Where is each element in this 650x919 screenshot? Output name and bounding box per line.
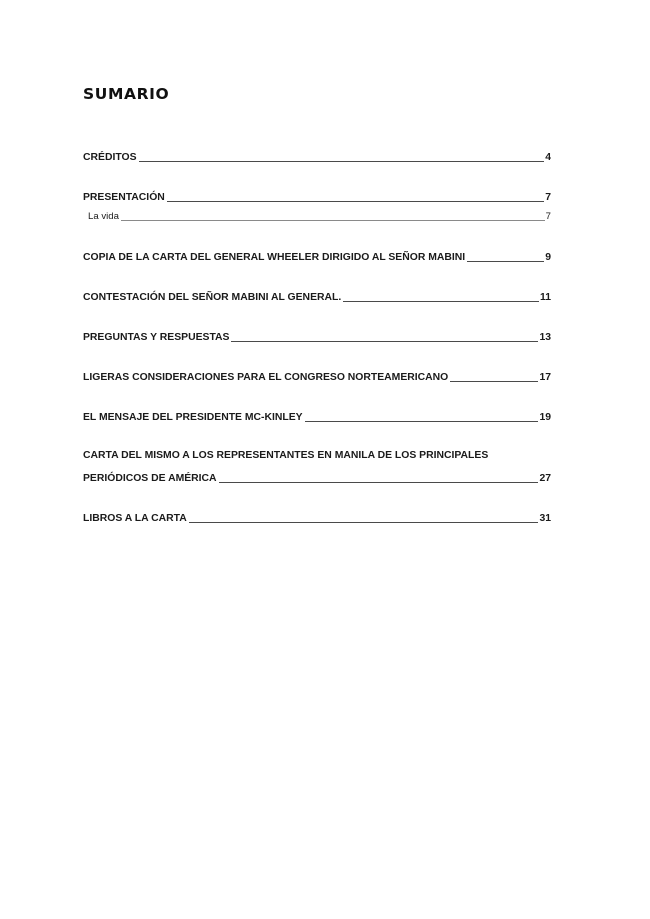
leader-line bbox=[167, 201, 544, 202]
toc-page-number: 7 bbox=[545, 211, 551, 222]
toc-entry-label: PRESENTACIÓN bbox=[83, 192, 165, 203]
toc-page-number: 17 bbox=[539, 372, 551, 383]
toc-entry-ligeras[interactable] bbox=[83, 370, 551, 384]
toc-entry-preguntas[interactable] bbox=[83, 330, 551, 344]
toc-page-number: 13 bbox=[539, 332, 551, 343]
toc-entry-mensaje[interactable] bbox=[83, 410, 551, 424]
leader-line bbox=[467, 261, 544, 262]
toc-entry-label: LIBROS A LA CARTA bbox=[83, 513, 187, 524]
toc-entry-label-line-2: PERIÓDICOS DE AMÉRICA bbox=[83, 473, 217, 484]
toc-entry-label: PREGUNTAS Y RESPUESTAS bbox=[83, 332, 230, 343]
toc-page-number: 11 bbox=[540, 292, 551, 303]
toc-entry-label: LIGERAS CONSIDERACIONES PARA EL CONGRESO NORTEAMERICANO bbox=[83, 372, 449, 383]
leader-line bbox=[121, 220, 545, 221]
toc-entry-label: EL MENSAJE DEL PRESIDENTE MC-KINLEY bbox=[83, 412, 303, 423]
toc-page-number: 4 bbox=[545, 152, 551, 163]
toc-entry-label: La vida bbox=[88, 211, 119, 222]
leader-line bbox=[189, 522, 539, 523]
toc-entry-creditos[interactable] bbox=[83, 150, 551, 164]
toc-subentry-la-vida[interactable] bbox=[83, 209, 551, 223]
toc-entry-carta-mismo[interactable] bbox=[83, 450, 551, 485]
toc-page-number: 31 bbox=[539, 513, 551, 524]
leader-line bbox=[343, 301, 539, 302]
toc-page-number: 7 bbox=[545, 192, 551, 203]
toc-entry-libros[interactable] bbox=[83, 511, 551, 525]
toc-page-number: 27 bbox=[539, 473, 551, 484]
toc-entry-presentacion[interactable] bbox=[83, 190, 551, 204]
toc-entry-copia-carta[interactable] bbox=[83, 250, 551, 264]
toc-page-number: 19 bbox=[539, 412, 551, 423]
toc-entry-label-line-1: CARTA DEL MISMO A LOS REPRESENTANTES EN MANILA DE LOS PRINCIPALES bbox=[83, 450, 489, 461]
leader-line bbox=[305, 421, 539, 422]
toc-entry-label: CONTESTACIÓN DEL SEÑOR MABINI AL GENERAL. bbox=[83, 292, 342, 303]
toc-entry-label: CRÉDITOS bbox=[83, 152, 137, 163]
toc-page-number: 9 bbox=[545, 252, 551, 263]
leader-line bbox=[231, 341, 538, 342]
leader-line bbox=[219, 482, 539, 483]
leader-line bbox=[139, 161, 545, 162]
leader-line bbox=[450, 381, 538, 382]
toc-entry-label: COPIA DE LA CARTA DEL GENERAL WHEELER DIRIGIDO AL SEÑOR MABINI bbox=[83, 252, 466, 263]
page-title: SUMARIO bbox=[83, 85, 170, 103]
toc-entry-contestacion[interactable] bbox=[83, 290, 551, 304]
